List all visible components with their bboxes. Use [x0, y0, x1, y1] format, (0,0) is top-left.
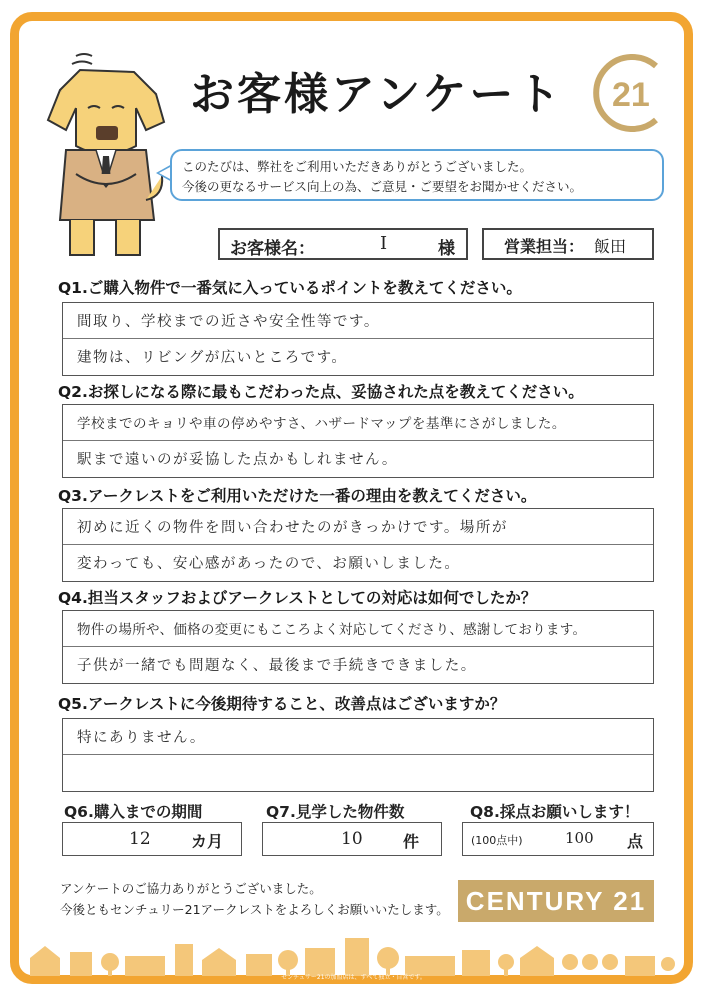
question-8-unit: 点 — [627, 832, 644, 851]
question-4-label: Q4.担当スタッフおよびアークレストとしての対応は如何でしたか？ — [58, 589, 537, 607]
question-5-answer-line-1: 特にありません。 — [77, 730, 206, 746]
question-8-label: Q8.採点お願いします！ — [470, 803, 640, 821]
question-5-answer-box — [62, 718, 654, 792]
question-2-answer-box — [62, 404, 654, 478]
staff-value: 飯田 — [594, 237, 627, 256]
question-2-answer-line-2: 駅まで遠いのが妥協した点かもしれません。 — [77, 452, 398, 468]
question-4-answer-line-1: 物件の場所や、価格の変更にもこころよく対応してくださり、感謝しております。 — [77, 622, 587, 638]
question-2-answer-line-1: 学校までのキョリや車の停めやすさ、ハザードマップを基準にさがしました。 — [77, 416, 566, 432]
question-6-value: 12 — [129, 829, 151, 849]
page-title: お客様アンケート — [190, 69, 564, 120]
question-8-note: (100点中) — [471, 834, 523, 847]
question-7-unit: 件 — [403, 832, 420, 851]
question-6-label: Q6.購入までの期間 — [64, 803, 203, 821]
question-7-answer-box — [262, 822, 442, 856]
question-5-label: Q5.アークレストに今後期待すること、改善点はございますか？ — [58, 695, 506, 713]
question-1-label: Q1.ご購入物件で一番気に入っているポイントを教えてください。 — [58, 279, 522, 297]
century21-logo-icon — [586, 48, 676, 138]
intro-line-1: このたびは、弊社をご利用いただきありがとうございました。 — [182, 159, 533, 174]
question-2-label: Q2.お探しになる際に最もこだわった点、妥協された点を教えてください。 — [58, 383, 584, 401]
intro-line-2: 今後の更なるサービス向上の為、ご意見・ご要望をお聞かせください。 — [182, 179, 583, 194]
customer-name-label: お客様名： — [230, 239, 315, 259]
closing-line-1: アンケートのご協力ありがとうございました。 — [60, 881, 322, 896]
staff-label: 営業担当： — [504, 237, 585, 256]
question-4-answer-line-2: 子供が一緒でも問題なく、最後まで手続きできました。 — [77, 658, 477, 674]
question-6-answer-box — [62, 822, 242, 856]
question-8-answer-box — [462, 822, 654, 856]
footer-note: センチュリー21の加盟店は、すべて独立・自営です。 — [281, 974, 426, 981]
question-7-label: Q7.見学した物件数 — [266, 803, 405, 821]
intro-speech-bubble — [170, 149, 664, 201]
closing-message — [60, 878, 449, 920]
question-8-value: 100 — [565, 829, 594, 847]
closing-line-2: 今後ともセンチュリー21アークレストをよろしくお願いいたします。 — [60, 902, 449, 917]
customer-name-value: I — [380, 233, 388, 254]
question-6-unit: カ月 — [191, 832, 224, 851]
customer-honorific: 様 — [438, 239, 455, 259]
question-1-answer-line-2: 建物は、リビングが広いところです。 — [77, 350, 348, 366]
question-1-answer-line-1: 間取り、学校までの近さや安全性等です。 — [77, 314, 380, 330]
question-3-answer-box — [62, 508, 654, 582]
logo-text: 21 — [612, 76, 650, 114]
question-4-answer-box — [62, 610, 654, 684]
question-1-answer-box — [62, 302, 654, 376]
mascot-illustration — [36, 50, 166, 265]
customer-name-box — [218, 228, 468, 260]
question-7-value: 10 — [341, 829, 363, 849]
century21-brand-badge: CENTURY 21 — [458, 880, 654, 922]
question-3-answer-line-1: 初めに近くの物件を問い合わせたのがきっかけです。場所が — [77, 520, 508, 536]
question-3-answer-line-2: 変わっても、安心感があったので、お願いしました。 — [77, 556, 461, 572]
staff-box — [482, 228, 654, 260]
question-3-label: Q3.アークレストをご利用いただけた一番の理由を教えてください。 — [58, 487, 537, 505]
